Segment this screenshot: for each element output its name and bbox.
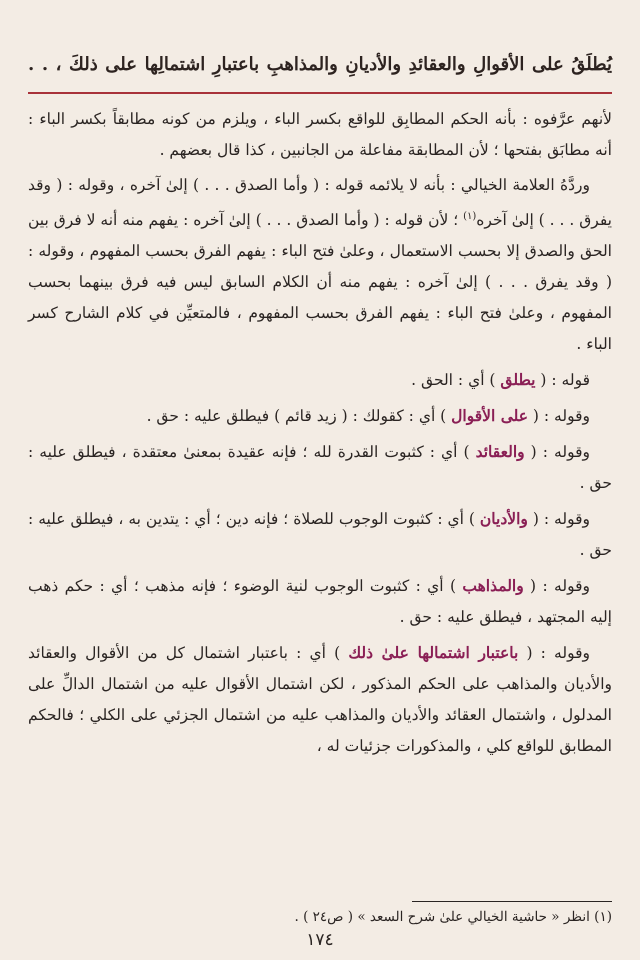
- footnote-divider: [412, 901, 612, 902]
- paragraph-6: وقوله : ( والأديان ) أي : كثبوت الوجوب للصلاة ؛ فإنه دين ؛ أي : يتدين به ، فيطلق عليه : حق .: [28, 509, 612, 560]
- paragraph-7: وقوله : ( والمذاهب ) أي : كثبوت الوجوب لنية الوضوء ؛ فإنه مذهب ؛ أي : حكم ذهب إليه المجتهد ، فيطلق عليه : حق .: [28, 576, 612, 627]
- paragraph-1: لأنهم عرَّفوه : بأنه الحكم المطابِق للواقع بكسر الباء ، ويلزم من كونه مطابقاً بكسر الباء : أنه مطابَق بفتحها ؛ لأن المطابقة مفاعلة من الجانبين ، كذا قال بعضهم .: [28, 110, 612, 159]
- commentary-body: [28, 104, 612, 766]
- footnote: (١) انظر « حاشية الخيالي علىٰ شرح السعد » ( ص٢٤ ) .: [294, 909, 612, 925]
- keyword: والعقائد: [475, 442, 525, 462]
- matn-divider: [28, 92, 612, 94]
- page-number: ١٧٤: [306, 930, 334, 950]
- keyword: باعتبار اشتمالها علىٰ ذلك: [348, 643, 519, 663]
- paragraph-8: وقوله : ( باعتبار اشتمالها علىٰ ذلك ) أي : باعتبار اشتمال كل من الأقوال والعقائد والأديان والمذاهب على الحكم المذكور ، لكن اشتمال الأقوال عليه من اشتمال الدالِّ على المدلول ، واشتمال العقائد والأديان والمذاهب عليه من اشتمال الجزئي على الكلي ؛ فالحكم المطابق للواقع كلي ، والمذكورات جزئيات له ،: [28, 643, 612, 756]
- paragraph-3: قوله : ( يطلق ) أي : الحق .: [411, 370, 590, 390]
- keyword: والمذاهب: [462, 576, 524, 596]
- keyword: والأديان: [479, 509, 528, 529]
- paragraph-4: وقوله : ( على الأقوال ) أي : كقولك : ( زيد قائم ) فيطلق عليه : حق .: [146, 406, 590, 426]
- book-page: [28, 0, 612, 960]
- matn-text: يُطلَقُ على الأقوالِ والعقائدِ والأديانِ والمذاهبِ باعتبارِ اشتمالِها على ذلكَ ، . .: [28, 54, 612, 75]
- footnote-marker[interactable]: (١): [463, 211, 477, 222]
- paragraph-5: وقوله : ( والعقائد ) أي : كثبوت القدرة لله ؛ فإنه عقيدة بمعنىٰ معتقدة ، فيطلق عليه : حق .: [28, 442, 612, 493]
- keyword: على الأقوال: [451, 406, 528, 426]
- keyword: يطلق: [500, 370, 536, 390]
- paragraph-2: وردَّهُ العلامة الخيالي : بأنه لا يلائمه قوله : ( وأما الصدق . . . ) إلىٰ آخره ، وقوله : ( وقد يفرق . . . ) إلىٰ آخره$^{(١)}$ ؛ لأن قوله : ( وأما الصدق . . . ) إلىٰ آخره : يفهم منه أنه لا فرق بين الحق والصدق إلا بحسب الاستعمال ، وعلىٰ فتح الباء : يفهم الفرق بحسب المفهوم ، وقوله : ( وقد يفرق . . . ) إلىٰ آخره : يفهم منه أن الكلام السابق ليس فيه فرق بينهما بحسب المفهوم ، وعلىٰ فتح الباء : يفهم الفرق بحسب المفهوم ، فالمتعيِّن في كلام الشارح كسر الباء .: [28, 176, 612, 354]
